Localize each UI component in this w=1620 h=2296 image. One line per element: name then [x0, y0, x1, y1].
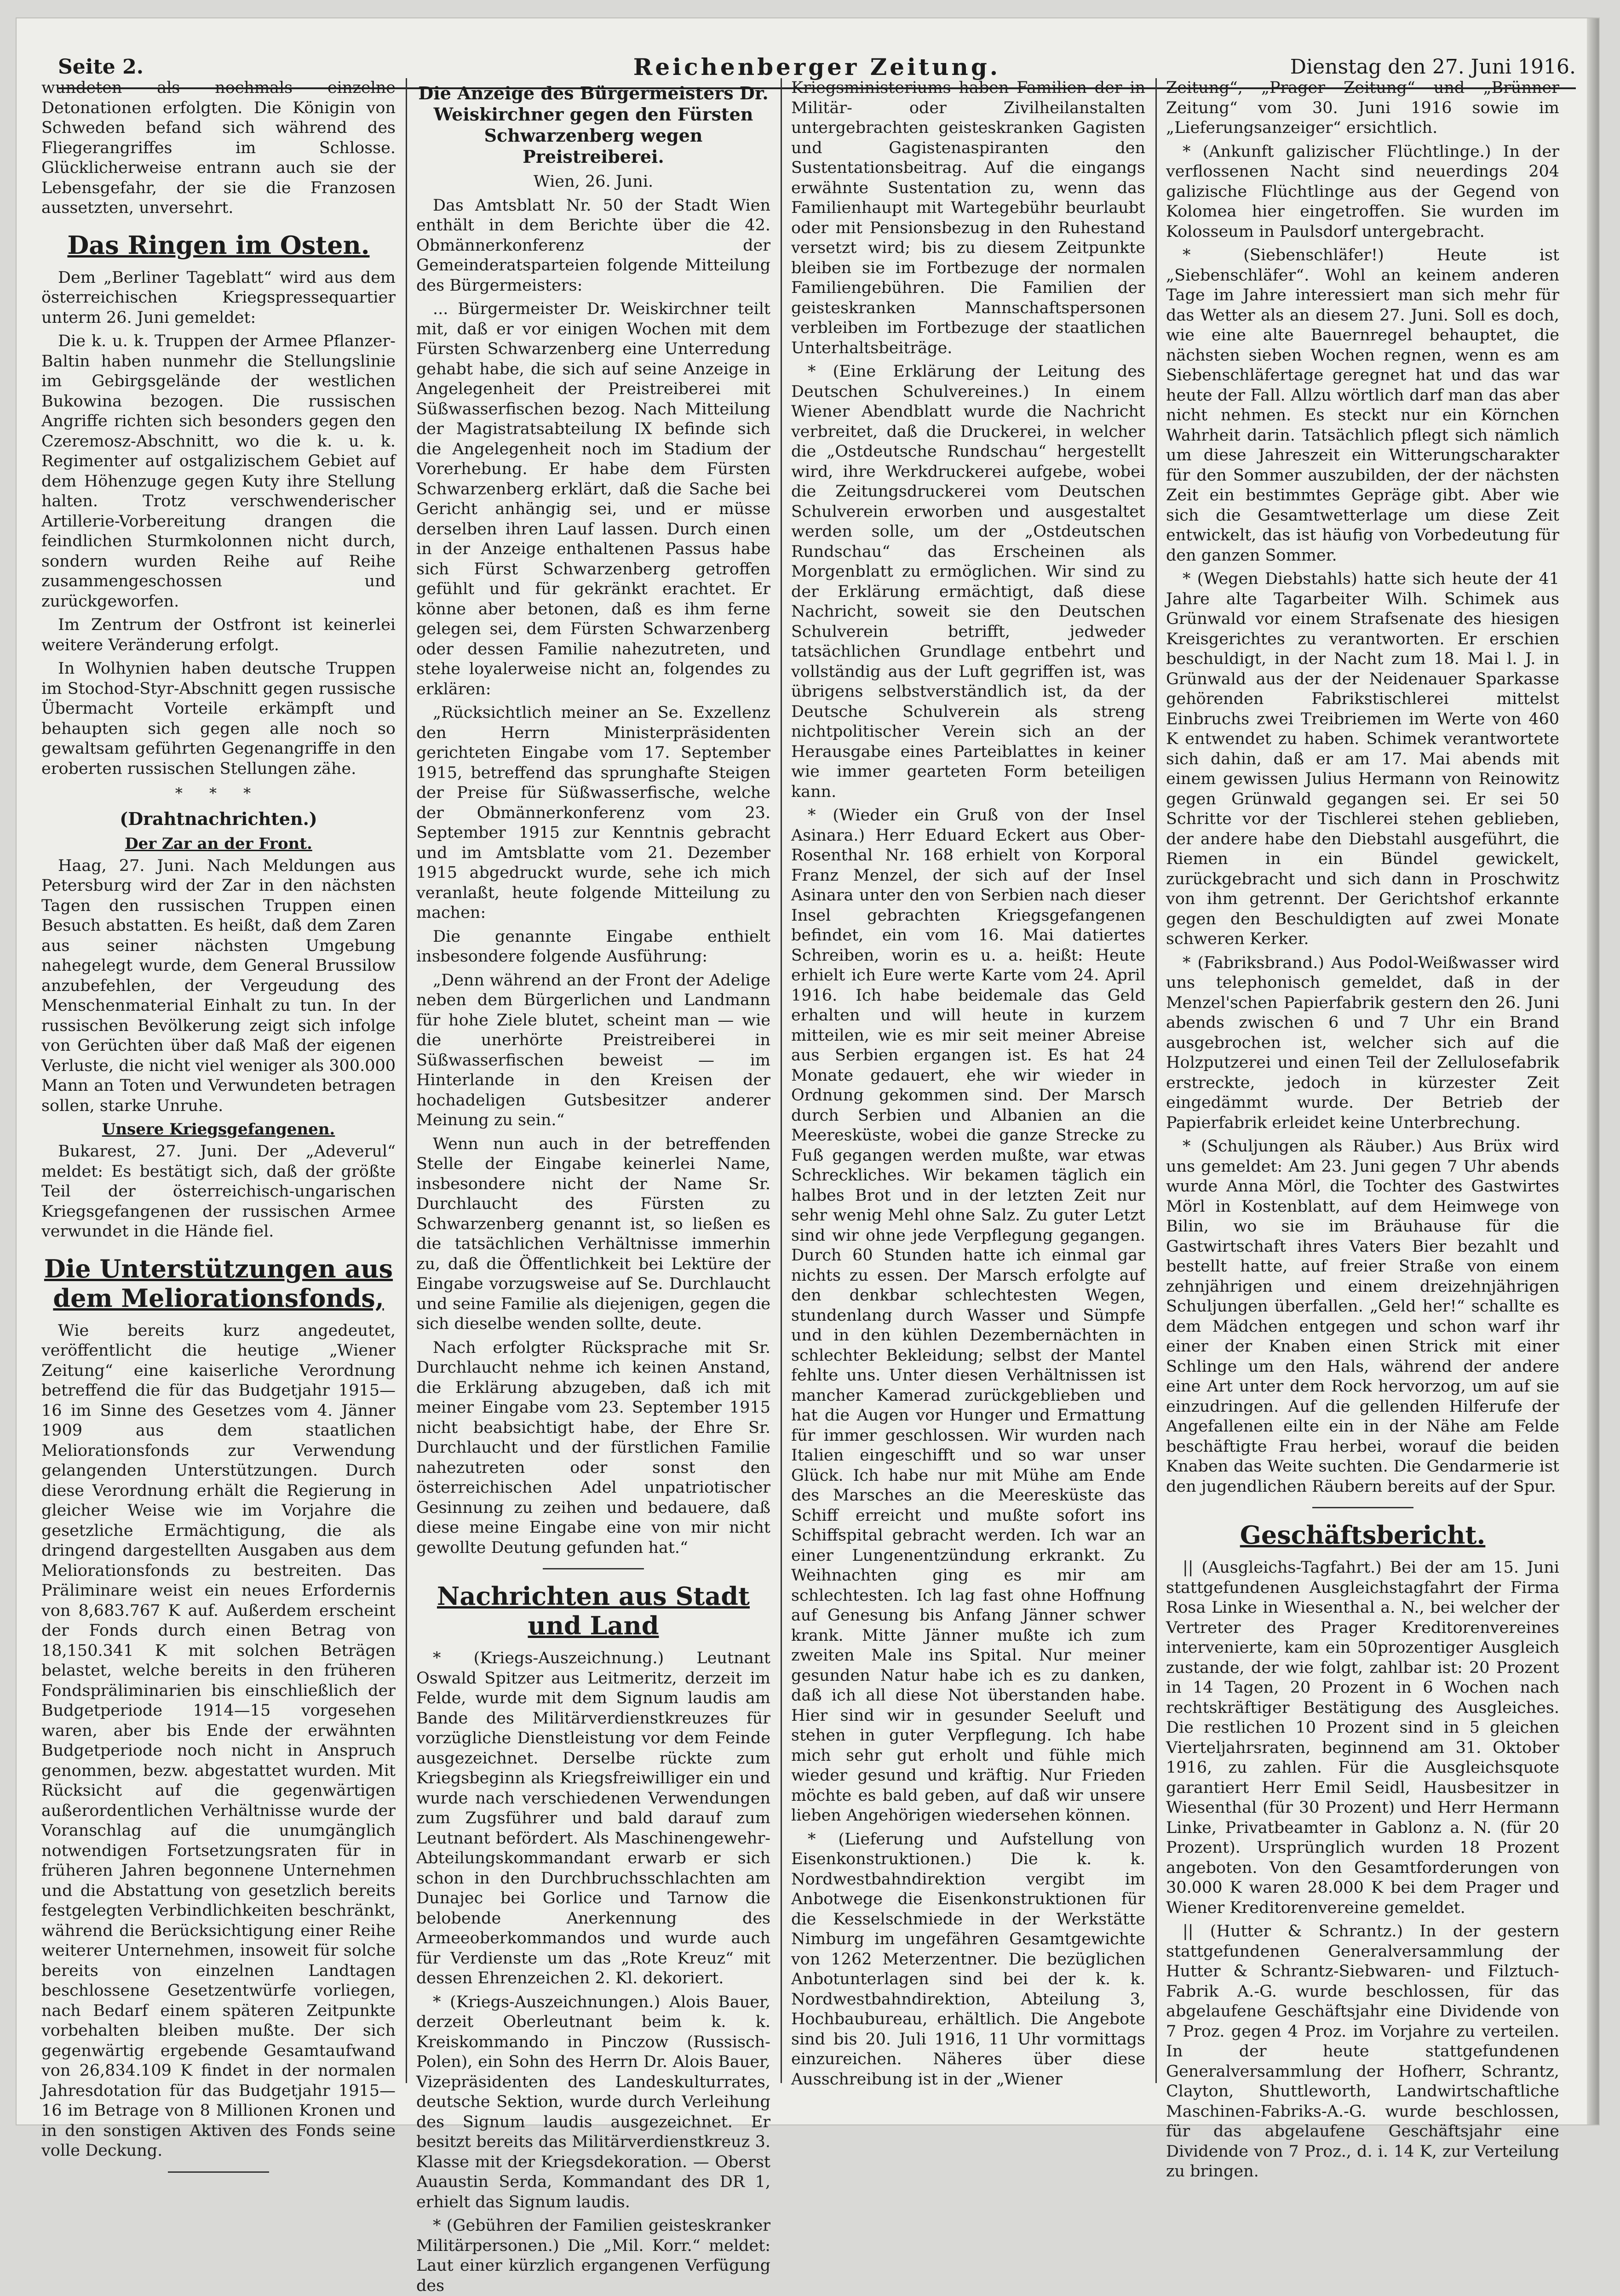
article-continuation: wundeten als nochmals einzelne Detonationen erfolgten. Die Königin von Schweden befand sich während des Fliegerangriffes im Schlosse. Glücklicherweise entrann auch sie der Lebensgefahr, der sie die Franzosen aussetzten, unversehrt.: [41, 79, 396, 217]
column-4: [1166, 78, 1559, 2181]
subheadline-kriegsgefangene: Unsere Kriegsgefangenen.: [102, 1120, 335, 1139]
paragraph: * (Wegen Diebstahls) hatte sich heute der 41 Jahre alte Tagarbeiter Wilh. Schimek aus Grünwald vor einem Strafsenate des hiesigen Kreisgerichtes zu verantworten. Er erschien beschuldigt, in der Nacht zum 18. Mai l. J. in Grünwald aus der der Neidenauer Sparkasse gehörenden Fabrikstischlerei mittelst Einbruchs zwei Treibriemen im Werte von 460 K entwendet zu haben. Schimek verantwortete sich dahin, daß er am 17. Mai abends mit einem gewissen Julius Hermann von Reinowitz gegen Grünwald gegangen sei. Er sei 50 Schritte vor der Tischlerei stehen geblieben, der andere habe den Diebstahl ausgeführt, die Riemen in ein Bündel gewickelt, zurückgebracht und sich dann in Proschwitz von ihm getrennt. Der Gerichtshof erkannte gegen den Beschuldigten auf zwei Monate schweren Kerker.: [1166, 570, 1559, 948]
paragraph: In Wolhynien haben deutsche Truppen im Stochod-Styr-Abschnitt gegen russische Übermacht Vorteile erkämpft und behaupten sich gegen alle noch so gewaltsam geführten Gegenangriffe in den eroberten russischen Stellungen zähe.: [41, 659, 396, 778]
paragraph: Die k. u. k. Truppen der Armee Pflanzer-Baltin haben nunmehr die Stellungslinie im Gebirgsgelände der westlichen Bukowina bezogen. Die russischen Angriffe richten sich besonders gegen den Czeremosz-Abschnitt, wo die k. u. k. Regimenter auf ostgalizischem Gebiet auf dem Höhenzuge gegen Kuty ihre Stellung halten. Trotz verschwenderischer Artillerie-Vorbereitung drangen die feindlichen Sturmkolonnen nicht durch, sondern wurden Reihe auf Reihe zusammengeschossen und zurückgeworfen.: [41, 332, 396, 611]
headline-anzeige: Die Anzeige des Bürgermeisters Dr. Weiskirchner gegen den Fürsten Schwarzenberg wegen Preistreiberei.: [418, 83, 769, 167]
paragraph: || (Ausgleichs-Tagfahrt.) Bei der am 15. Juni stattgefundenen Ausgleichstagfahrt der Firma Rosa Linke in Wiesenthal a. N., bei welcher der Vertreter des Prager Kreditorenvereines intervenierte, kam ein 50prozentiger Ausgleich zustande, der wie folgt, zahlbar ist: 20 Prozent in 14 Tagen, 20 Prozent in 6 Wochen nach rechtskräftiger Bestätigung des Ausgleiches. Die restlichen 10 Prozent sind in 5 gleichen Vierteljahrsraten, beginnend am 31. Oktober 1916, zu zahlen. Für die Ausgleichsquote garantiert Herr Emil Seidl, Hausbesitzer in Wiesenthal (für 30 Prozent) und Herr Hermann Linke, Privatbeamter in Gablonz a. N. (für 20 Prozent). Ursprünglich wurden 18 Prozent angeboten. Von den Gesamtforderungen von 30.000 K waren 28.000 K bei dem Prager und Wiener Kreditorenvereine gemeldet.: [1166, 1558, 1559, 1917]
paragraph: Nach erfolgter Rücksprache mit Sr. Durchlaucht nehme ich keinen Anstand, die Erklärung abzugeben, daß ich mit meiner Eingabe vom 23. September 1915 nicht beabsichtigt habe, der Ehre Sr. Durchlaucht und der fürstlichen Familie nahezutreten oder sonst den österreichischen Adel unpatriotischer Gesinnung zu zeihen und bedauere, daß diese meine Eingabe eine von mir nicht gewollte Deutung gefunden hat.“: [416, 1338, 770, 1557]
paragraph: * (Eine Erklärung der Leitung des Deutschen Schulvereines.) In einem Wiener Abendblatt wurde die Nachricht verbreitet, daß die Druckerei, in welcher die „Ostdeutsche Rundschau“ hergestellt wird, ihre Werkdruckerei aufgebe, wobei die Zeitungsdruckerei vom Deutschen Schulverein erworben und ausgestaltet werden solle, um der „Ostdeutschen Rundschau“ das Erscheinen als Morgenblatt zu ermöglichen. Wir sind zu der Erklärung ermächtigt, daß diese Nachricht, soweit sie den Deutschen Schulverein betrifft, jedweder tatsächlichen Grundlage entbehrt und vollständig aus der Luft gegriffen ist, was übrigens selbstverständlich ist, da der Deutsche Schulverein als streng nichtpolitischer Verein sich an der Herausgabe eines Parteiblattes in keiner wie immer gearteten Form beteiligen kann.: [791, 362, 1145, 801]
paragraph: Das Amtsblatt Nr. 50 der Stadt Wien enthält in dem Berichte über die 42. Obmännerkonferenz der Gemeinderatsparteien folgende Mitteilung des Bürgermeisters:: [416, 196, 770, 295]
paragraph: * (Kriegs-Auszeichnung.) Leutnant Oswald Spitzer aus Leitmeritz, derzeit im Felde, wurde mit dem Signum laudis am Bande des Militärverdienstkreuzes für vorzügliche Dienstleistung vor dem Feinde ausgezeichnet. Derselbe rückte zum Kriegsbeginn als Kriegsfreiwilliger ein und wurde nach verschiedenen Verwendungen zum Zugsführer und bald darauf zum Leutnant befördert. Als Maschinengewehr-Abteilungskommandant erwarb er sich schon in den Durchbruchsschlachten am Dunajec bei Gorlice und Tarnow die belobende Anerkennung des Armeeoberkommandos und wurde auch für Verdienste um das „Rote Kreuz“ mit dessen Ehrenzeichen 2. Kl. dekoriert.: [416, 1649, 770, 1987]
section-stars: * * *: [175, 784, 262, 802]
paragraph: ... Bürgermeister Dr. Weiskirchner teilt mit, daß er vor einigen Wochen mit dem Fürsten Schwarzenberg eine Unterredung gehabt habe, die sich auf seine Anzeige in Angelegenheit der Preistreiberei mit Süßwasserfischen bezog. Nach Mitteilung der Magistratsabteilung IX befinde sich die Angelegenheit noch im Stadium der Vorerhebung. Er habe dem Fürsten Schwarzenberg erklärt, daß die Sache bei Gericht anhängig sei, und er müsse derselben ihren Lauf lassen. Durch einen in der Anzeige enthaltenen Passus habe sich Fürst Schwarzenberg getroffen gefühlt und für gekränkt erachtet. Er könne aber betonen, daß es ihm ferne gelegen sei, dem Fürsten Schwarzenberg oder dessen Familie nahezutreten, und stehe loyalerweise nicht an, folgendes zu erklären:: [416, 300, 770, 699]
paragraph: * (Lieferung und Aufstellung von Eisenkonstruktionen.) Die k. k. Nordwestbahndirektion vergibt im Anbotwege die Eisenkonstruktionen für die Kesselschmiede in der Werkstätte Nimburg im ungefähren Gesamtgewichte von 1262 Meterzentner. Die bezüglichen Anbotunterlagen sind bei der k. k. Nordwestbahndirektion, Abteilung 3, Hochbaubureau, erhältlich. Die Angebote sind bis 20. Juli 1916, 11 Uhr vormittags einzureichen. Näheres über diese Ausschreibung ist in der „Wiener: [791, 1830, 1145, 2089]
paragraph: * (Fabriksbrand.) Aus Podol-Weißwasser wird uns telephonisch gemeldet, daß in der Menzel'schen Papierfabrik gestern den 26. Juni abends zwischen 6 und 7 Uhr ein Brand ausgebrochen ist, welcher sich auf die Holzputzerei und einen Teil der Zellulosefabrik erstreckte, jedoch in kürzester Zeit eingedämmt wurde. Der Betrieb der Papierfabrik erleidet keine Unterbrechung.: [1166, 953, 1559, 1132]
headline-unterstuetzungen: Die Unterstützungen aus dem Meliorationsfonds,: [44, 1254, 393, 1313]
paragraph: * (Wieder ein Gruß von der Insel Asinara.) Herr Eduard Eckert aus Ober-Rosenthal Nr. 168 erhielt von Korporal Franz Menzel, der sich auf der Insel Asinara unter den von Serbien nach dieser Insel gebrachten Kriegsgefangenen befindet, ein vom 16. Mai datiertes Schreiben, worin es u. a. heißt: Heute erhielt ich Eure werte Karte vom 24. April 1916. Ich habe beidemale das Geld erhalten und will heute in kurzem mitteilen, wie es mir seit meiner Abreise aus Serbien ergangen ist. Es hat 24 Monate gedauert, ehe wir wieder in Ordnung gekommen sind. Der Marsch durch Serbien und Albanien an die Meeresküste, wobei die ganze Strecke zu Fuß gegangen werden mußte, war etwas Schreckliches. Wir bekamen täglich ein halbes Brot und in der letzten Zeit nur sehr wenig Mehl ohne Salz. Zu guter Letzt sind wir ohne jede Verpflegung gegangen. Durch 60 Stunden hatte ich einmal gar nichts zu essen. Der Marsch erfolgte auf den denkbar schlechtesten Wegen, stundenlang durch Wasser und Sümpfe und in den kühlen Dezembernächten in schlechter Bekleidung; selbst der Mantel fehlte uns. Unter diesen Verhältnissen ist mancher Kamerad zurückgeblieben und hat die Augen vor Hunger und Ermattung für immer geschlossen. Wir wurden nach Italien eingeschifft und so war unser Glück. Ich habe nur mit Mühe am Ende des Marsches an die Meeresküste das Schiff erreicht und mußte sofort ins Schiffspital gebracht werden. Ich war an einer Lungenentzündung erkrankt. Zu Weihnachten ging es mir am schlechtesten. Ich lag fast ohne Hoffnung auf Genesung bis Anfang Jänner schwer krank. Mitte Jänner mußte ich zum zweiten Male ins Spital. Nur meiner gesunden Natur habe ich es zu danken, daß ich all diese Not überstanden habe. Hier sind wir in gesunder Seeluft und stehen in guter Verpflegung. Ich habe mich sehr gut erholt und fühle mich wieder gesund und kräftig. Nur Frieden möchte es bald geben, auf daß wir unsere lieben Angehörigen wiedersehen können.: [791, 806, 1145, 1825]
paragraph: „Denn während an der Front der Adelige neben dem Bürgerlichen und Landmann für hohe Ziele blutet, scheint man — wie die unerhörte Preistreiberei in Süßwasserfischen beweist — im Hinterlande in den Kreisen der hochadeligen Gutsbesitzer anderer Meinung zu sein.“: [416, 971, 770, 1129]
issue-date: Dienstag den 27. Juni 1916.: [1290, 55, 1576, 79]
paragraph: Im Zentrum der Ostfront ist keinerlei weitere Veränderung erfolgt.: [41, 616, 396, 654]
separator: [543, 1568, 644, 1569]
paragraph: || (Hutter & Schrantz.) In der gestern stattgefundenen Generalversammlung der Hutter & Schrantz-Siebwaren- und Filztuch-Fabrik A.-G. wurde beschlossen, für das abgelaufene Geschäftsjahr eine Dividende von 7 Proz. gegen 4 Proz. im Vorjahre zu verteilen. In der heute stattgefundenen Generalversammlung der Hofherr, Schrantz, Clayton, Shuttleworth, Landwirtschaftliche Maschinen-Fabriks-A.-G. wurde beschlossen, für das abgelaufene Geschäftsjahr eine Dividende von 7 Proz., d. i. 14 K, zur Verteilung zu bringen.: [1166, 1922, 1559, 2181]
headline-geschaeftsbericht: Geschäftsbericht.: [1240, 1520, 1486, 1550]
page-number: Seite 2.: [58, 55, 144, 79]
column-rule: [406, 78, 407, 2083]
separator: [168, 2171, 269, 2173]
column-3: [791, 78, 1145, 2089]
paragraph: Haag, 27. Juni. Nach Meldungen aus Petersburg wird der Zar in den nächsten Tagen den russischen Truppen einen Besuch abstatten. Es heißt, daß dem Zaren aus seiner nächsten Umgebung nahegelegt wurde, dem General Brussilow anzubefehlen, der Vergeudung des Menschenmaterial Einhalt zu tun. In der russischen Bevölkerung zeigt sich infolge von Gerüchten über daß Maß der eigenen Verluste, die nicht viel weniger als 300.000 Mann an Toten und Verwundeten betragen sollen, starke Unruhe.: [41, 856, 396, 1115]
paragraph: „Rücksichtlich meiner an Se. Exzellenz den Herrn Ministerpräsidenten gerichteten Eingabe vom 17. September 1915, betreffend das sprunghafte Steigen der Preise für Süßwasserfische, welche der Obmännerkonferenz vom 23. September 1915 zur Kenntnis gebracht und im Amtsblatte vom 21. Dezember 1915 abgedruckt wurde, sehe ich mich veranlaßt, heute folgende Mitteilung zu machen:: [416, 704, 770, 922]
dateline: Wien, 26. Juni.: [533, 172, 654, 191]
paragraph: Dem „Berliner Tageblatt“ wird aus dem österreichischen Kriegspressequartier unterm 26. Juni gemeldet:: [41, 268, 396, 327]
paragraph: Bukarest, 27. Juni. Der „Adeverul“ meldet: Es bestätigt sich, daß der größte Teil der österreichisch-ungarischen Kriegsgefangenen der russischen Armee verwundet in die Hände fiel.: [41, 1142, 396, 1241]
separator: [1312, 1507, 1413, 1508]
paragraph: * (Gebühren der Familien geisteskranker Militärpersonen.) Die „Mil. Korr.“ meldet: Laut einer kürzlich ergangenen Verfügung des: [416, 2216, 770, 2295]
column-rule: [1155, 78, 1157, 2083]
subheadline-zar: Der Zar an der Front.: [125, 834, 312, 853]
article-continuation: Zeitung“, „Prager Zeitung“ und „Brünner Zeitung“ vom 30. Juni 1916 sowie im „Lieferungsanzeiger“ ersichtlich.: [1166, 79, 1559, 137]
headline-drahtnachrichten: (Drahtnachrichten.): [120, 808, 317, 829]
paragraph: * (Siebenschläfer!) Heute ist „Siebenschläfer“. Wohl an keinem anderen Tage im Jahre interessiert man sich mehr für das Wetter als an diesem 27. Juni. Soll es doch, wie eine alte Bauernregel behauptet, die nächsten sieben Wochen regnen, wenn es am Siebenschläfertage geregnet hat und das war heute der Fall. Allzu wörtlich darf man das aber nicht nehmen. Es steckt nur ein Körnchen Wahrheit darin. Tatsächlich pflegt sich nämlich um diese Jahreszeit ein Witterungscharakter für den Sommer auszubilden, der der nächsten Zeit ein bestimmtes Gepräge gibt. Aber wie sich die Gesamtwetterlage um diese Zeit entwickelt, das ist häufig von Vorbedeutung für den ganzen Sommer.: [1166, 246, 1559, 565]
headline-ringen-im-osten: Das Ringen im Osten.: [67, 230, 370, 260]
column-1: [41, 78, 396, 2160]
newspaper-title: Reichenberger Zeitung.: [633, 53, 1001, 80]
paragraph: * (Ankunft galizischer Flüchtlinge.) In der verflossenen Nacht sind neuerdings 204 galizische Flüchtlinge aus der Gegend von Kolomea hier eingetroffen. Sie wurden im Kolosseum in Paulsdorf untergebracht.: [1166, 142, 1559, 241]
paragraph: Die genannte Eingabe enthielt insbesondere folgende Ausführung:: [416, 927, 770, 966]
column-2: [416, 78, 770, 2295]
headline-nachrichten: Nachrichten aus Stadt und Land: [437, 1581, 750, 1640]
article-continuation: Kriegsministeriums haben Familien der in Militär- oder Zivilheilanstalten untergebrachten geisteskranken Gagisten und Gagistenaspiranten den Sustentationsbeitrag. Auf die eingangs erwähnte Sustentation zu, wenn das Familienhaupt mit Wartegebühr beurlaubt oder mit Pensionsbezug in den Ruhestand versetzt wird; bis zu diesem Zeitpunkte bleiben sie im Fortbezuge der normalen Familiengebühren. Die Familien der geisteskranken Mannschaftspersonen verbleiben im Fortbezuge der staatlichen Unterhaltsbeiträge.: [791, 79, 1145, 357]
paragraph: Wenn nun auch in der betreffenden Stelle der Eingabe keinerlei Name, insbesondere nicht der Name Sr. Durchlaucht des Fürsten zu Schwarzenberg genannt ist, so ließen es die tatsächlichen Verhältnisse immerhin zu, daß die Öffentlichkeit bei Lektüre der Eingabe vorzugsweise auf Se. Durchlaucht und seine Familie als diejenigen, gegen die sich dieselbe wenden sollte, deute.: [416, 1134, 770, 1333]
column-rule: [781, 78, 782, 2083]
paragraph: Wie bereits kurz angedeutet, veröffentlicht die heutige „Wiener Zeitung“ eine kaiserliche Verordnung betreffend die für das Budgetjahr 1915—16 im Sinne des Gesetzes vom 4. Jänner 1909 aus dem staatlichen Meliorationsfonds zur Verwendung gelangenden Unterstützungen. Durch diese Verordnung erhält die Regierung in gleicher Weise wie im Vorjahre die gesetzliche Ermächtigung, die als dringend dargestellten Ausgaben aus dem Meliorationsfonds zu bestreiten. Das Präliminare weist ein neues Erfordernis von 8,683.767 K auf. Außerdem erscheint der Fonds durch einen Betrag von 18,150.341 K mit solchen Beträgen belastet, welche bereits in den früheren Fondspräliminarien bis einschließlich der Budgetperiode 1914—15 vorgesehen waren, aber bis Ende der erwähnten Budgetperiode noch nicht in Anspruch genommen, bezw. abgestattet wurden. Mit Rücksicht auf die gegenwärtigen außerordentlichen Verhältnisse wurde der Voranschlag auf die unumgänglich notwendigen Fortsetzungsraten für in früheren Jahren begonnene Unternehmen und die Abstattung von gesetzlich bereits festgelegten Verbindlichkeiten beschränkt, während die Berücksichtigung einer Reihe weiterer Unternehmen, insoweit für solche bereits von einzelnen Landtagen beschlossene Gesetzentwürfe vorliegen, nach Bedarf einem späteren Zeitpunkte vorbehalten bleiben mußte. Der sich gegenwärtig ergebende Gesamtaufwand von 26,834.109 K findet in der normalen Jahresdotation für das Budgetjahr 1915—16 im Betrage von 8 Millionen Kronen und in den sonstigen Aktiven des Fonds seine volle Deckung.: [41, 1321, 396, 2160]
paragraph: * (Schuljungen als Räuber.) Aus Brüx wird uns gemeldet: Am 23. Juni gegen 7 Uhr abends wurde Anna Mörl, die Tochter des Gastwirtes Mörl in Kostenblatt, auf dem Heimwege von Bilin, wo sie im Bräuhause für die Gastwirtschaft ihres Vaters Bier bezahlt und bestellt hatte, auf freier Straße von einem zehnjährigen und einem dreizehnjährigen Schuljungen überfallen. „Geld her!“ schallte es dem Mädchen entgegen und schon warf ihr einer der Knaben einen Strick mit einer Schlinge um den Hals, während der andere eine Art unter dem Rock hervorzog, um auf sie einzudringen. Auf die gellenden Hilferufe der Angefallenen eilte ein in der Nähe am Felde beschäftigte Frau herbei, worauf die beiden Knaben das Weite suchten. Die Gendarmerie ist den jugendlichen Räubern bereits auf der Spur.: [1166, 1137, 1559, 1496]
page-edge: [1587, 18, 1599, 2124]
paragraph: * (Kriegs-Auszeichnungen.) Alois Bauer, derzeit Oberleutnant beim k. k. Kreiskommando in Pinczow (Russisch-Polen), ein Sohn des Herrn Dr. Alois Bauer, Vizepräsidenten des Landeskulturrates, deutsche Sektion, wurde durch Verleihung des Signum laudis ausgezeichnet. Er besitzt bereits das Militärverdienstkreuz 3. Klasse mit der Kriegsdekoration. — Oberst Auaustin Serda, Kommandant des DR 1, erhielt das Signum laudis.: [416, 1993, 770, 2211]
